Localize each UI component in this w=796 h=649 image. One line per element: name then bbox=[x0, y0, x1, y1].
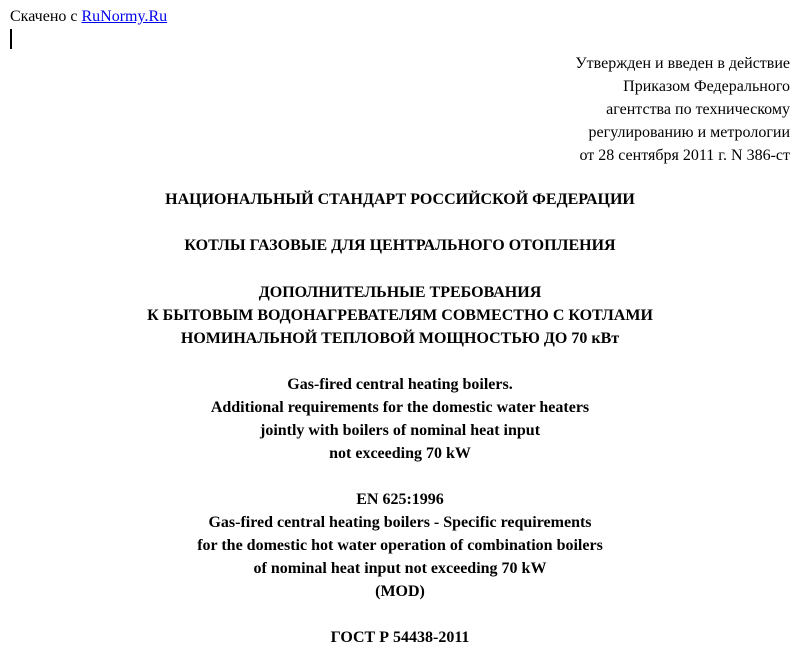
en-reference-degree: (MOD) bbox=[375, 583, 425, 600]
english-title-line: Gas-fired central heating boilers. bbox=[287, 376, 513, 393]
en-reference-code: EN 625:1996 bbox=[356, 491, 444, 508]
russian-main-title bbox=[0, 234, 796, 257]
en-reference-line: for the domestic hot water operation of combination boilers bbox=[197, 537, 603, 554]
approval-line: регулированию и метрологии bbox=[588, 124, 790, 141]
standard-type-text: НАЦИОНАЛЬНЫЙ СТАНДАРТ РОССИЙСКОЙ ФЕДЕРАЦИИ bbox=[165, 191, 635, 208]
source-link[interactable]: RuNormy.Ru bbox=[81, 8, 168, 25]
english-title-line: Additional requirements for the domestic water heaters bbox=[210, 399, 590, 416]
english-title-line: not exceeding 70 kW bbox=[329, 445, 471, 462]
russian-main-title-text: КОТЛЫ ГАЗОВЫЕ ДЛЯ ЦЕНТРАЛЬНОГО ОТОПЛЕНИЯ bbox=[184, 237, 616, 254]
source-line bbox=[10, 7, 167, 26]
approval-line: Утвержден и введен в действие bbox=[575, 55, 790, 72]
approval-line: агентства по техническому bbox=[606, 101, 790, 118]
gost-number-text: ГОСТ Р 54438-2011 bbox=[330, 629, 470, 646]
english-title bbox=[0, 373, 796, 465]
en-reference-block bbox=[0, 488, 796, 603]
approval-line: Приказом Федерального bbox=[623, 78, 790, 95]
russian-subtitle-line: К БЫТОВЫМ ВОДОНАГРЕВАТЕЛЯМ СОВМЕСТНО С КОТЛАМИ bbox=[147, 307, 653, 324]
en-reference-line: of nominal heat input not exceeding 70 kW bbox=[253, 560, 547, 577]
text-cursor bbox=[10, 29, 12, 49]
russian-subtitle-line: ДОПОЛНИТЕЛЬНЫЕ ТРЕБОВАНИЯ bbox=[258, 284, 542, 301]
approval-block bbox=[450, 52, 790, 167]
approval-line: от 28 сентября 2011 г. N 386-ст bbox=[579, 147, 790, 164]
russian-subtitle bbox=[0, 281, 796, 350]
source-prefix: Скачено с bbox=[10, 8, 78, 25]
standard-type-heading bbox=[0, 188, 796, 211]
english-title-line: jointly with boilers of nominal heat input bbox=[259, 422, 541, 439]
russian-subtitle-line: НОМИНАЛЬНОЙ ТЕПЛОВОЙ МОЩНОСТЬЮ ДО 70 кВт bbox=[180, 330, 620, 347]
en-reference-line: Gas-fired central heating boilers - Specific requirements bbox=[208, 514, 592, 531]
